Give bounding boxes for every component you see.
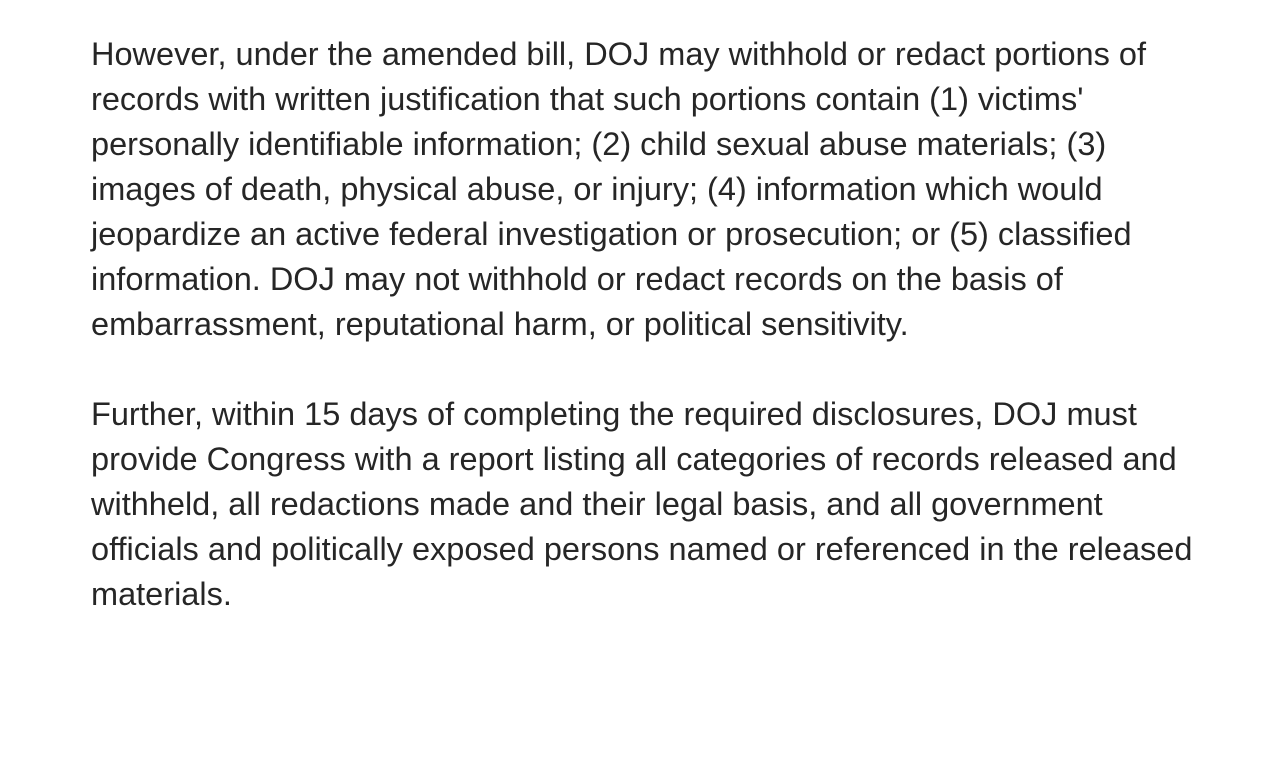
document-body: [91, 32, 1211, 617]
paragraph-congress-report: Further, within 15 days of completing the required disclosures, DOJ must provide Congress with a report listing all categories of records released and withheld, all redactions made and their legal basis, and all government officials and politically exposed persons named or referenced in the released materials.: [91, 396, 1193, 612]
paragraph-withholding-exceptions: However, under the amended bill, DOJ may withhold or redact portions of records with written justification that such portions contain (1) victims' personally identifiable information; (2) child sexual abuse materials; (3) images of death, physical abuse, or injury; (4) information which would jeopardize an active federal investigation or prosecution; or (5) classified information. DOJ may not withhold or redact records on the basis of embarrassment, reputational harm, or political sensitivity.: [91, 36, 1146, 342]
